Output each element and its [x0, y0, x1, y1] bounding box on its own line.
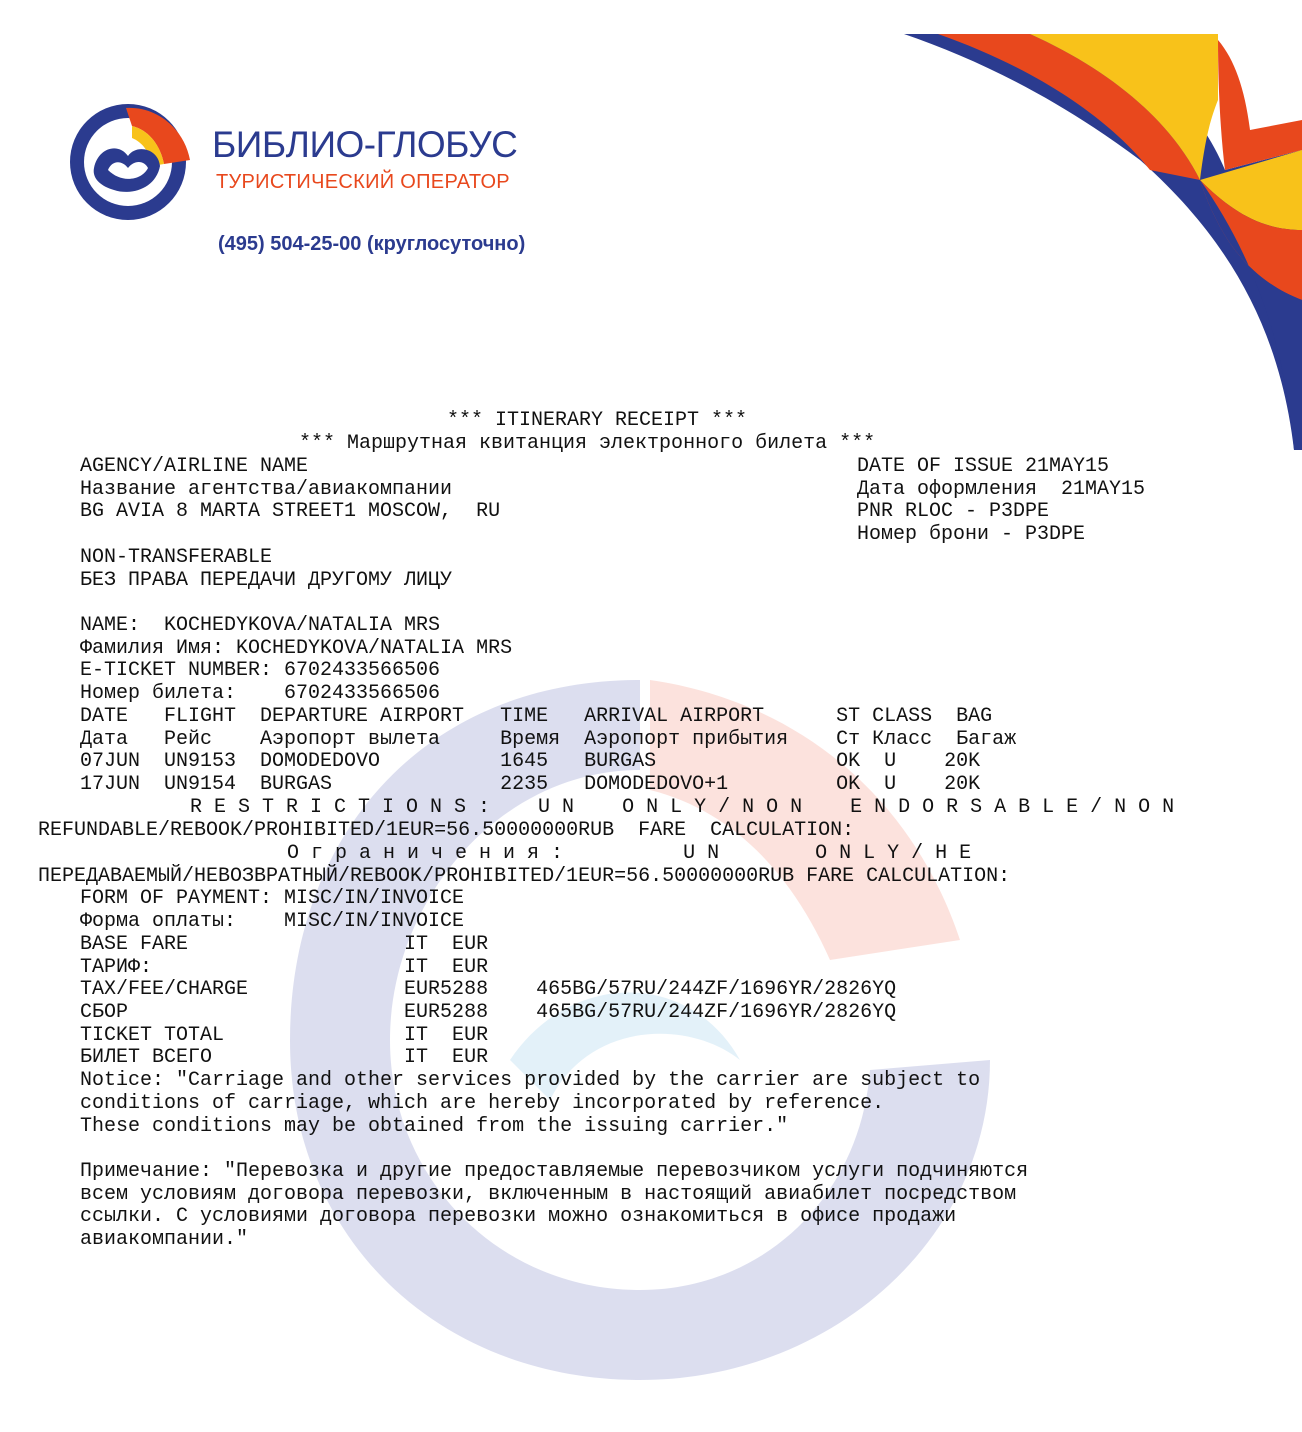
- agency-label-en: AGENCY/AIRLINE NAME: [80, 455, 309, 478]
- corner-decoration-graphic: [900, 0, 1302, 450]
- ticket-number-en: E-TICKET NUMBER: 6702433566506: [80, 659, 441, 682]
- notice-ru-line: Примечание: "Перевозка и другие предоставляемые перевозчиком услуги подчиняются: [80, 1160, 1029, 1183]
- fare-line: БИЛЕТ ВСЕГО IT EUR: [80, 1046, 489, 1069]
- brand-phone: (495) 504-25-00 (круглосуточно): [218, 233, 526, 255]
- receipt-title-en: *** ITINERARY RECEIPT ***: [447, 409, 748, 432]
- restrictions-ru-line2: ПЕРЕДАВАЕМЫЙ/НЕВОЗВРАТНЫЙ/REBOOK/PROHIBITED/1EUR=56.50000000RUB FARE CALCULATION:: [38, 865, 1011, 888]
- fare-line: TAX/FEE/CHARGE EUR5288 465BG/57RU/244ZF/1696YR/2826YQ: [80, 978, 897, 1001]
- fare-line: TICKET TOTAL IT EUR: [80, 1024, 489, 1047]
- passenger-name-en: NAME: KOCHEDYKOVA/NATALIA MRS: [80, 614, 441, 637]
- issue-date-ru: Дата оформления 21MAY15: [857, 478, 1146, 501]
- restrictions-ru-line1: О г р а н и ч е н и я : U N O N L Y / Н Е: [287, 842, 972, 865]
- flight-row: 07JUN UN9153 DOMODEDOVO 1645 BURGAS OK U 20K: [80, 750, 981, 773]
- flights-header-en: DATE FLIGHT DEPARTURE AIRPORT TIME ARRIVAL AIRPORT ST CLASS BAG: [80, 705, 993, 728]
- receipt-title-ru: *** Маршрутная квитанция электронного билета ***: [299, 432, 876, 455]
- payment-ru: Форма оплаты: MISC/IN/INVOICE: [80, 910, 465, 933]
- flight-row: 17JUN UN9154 BURGAS 2235 DOMODEDOVO+1 OK U 20K: [80, 773, 981, 796]
- pnr-ru: Номер брони - P3DPE: [857, 523, 1086, 546]
- notice-en-line: conditions of carriage, which are hereby incorporated by reference.: [80, 1092, 885, 1115]
- ticket-number-ru: Номер билета: 6702433566506: [80, 682, 441, 705]
- fare-line: BASE FARE IT EUR: [80, 933, 489, 956]
- notice-en-line: Notice: "Carriage and other services provided by the carrier are subject to: [80, 1069, 981, 1092]
- notice-ru-line: ссылки. С условиями договора перевозки можно ознакомиться в офисе продажи: [80, 1205, 957, 1228]
- non-transferable-en: NON-TRANSFERABLE: [80, 546, 273, 569]
- notice-ru-line: всем условиям договора перевозки, включенным в настоящий авиабилет посредством: [80, 1183, 1017, 1206]
- restrictions-en-line2: REFUNDABLE/REBOOK/PROHIBITED/1EUR=56.50000000RUB FARE CALCULATION:: [38, 819, 855, 842]
- agency-address: BG AVIA 8 MARTA STREET1 MOSCOW, RU: [80, 500, 501, 523]
- fare-line: ТАРИФ: IT EUR: [80, 956, 489, 979]
- restrictions-en-line1: R E S T R I C T I O N S : U N O N L Y / N O N E N D O R S A B L E / N O N: [190, 796, 1175, 819]
- notice-ru-line: авиакомпании.": [80, 1228, 249, 1251]
- payment-en: FORM OF PAYMENT: MISC/IN/INVOICE: [80, 887, 465, 910]
- passenger-name-ru: Фамилия Имя: KOCHEDYKOVA/NATALIA MRS: [80, 637, 513, 660]
- pnr-en: PNR RLOC - P3DPE: [857, 500, 1050, 523]
- non-transferable-ru: БЕЗ ПРАВА ПЕРЕДАЧИ ДРУГОМУ ЛИЦУ: [80, 569, 453, 592]
- flights-header-ru: Дата Рейс Аэропорт вылета Время Аэропорт прибытия Ст Класс Багаж: [80, 728, 1017, 751]
- notice-en-line: These conditions may be obtained from the issuing carrier.": [80, 1115, 789, 1138]
- brand-name: БИБЛИО-ГЛОБУС: [212, 124, 518, 165]
- biblio-globus-logo-icon: [66, 98, 196, 224]
- fare-line: СБОР EUR5288 465BG/57RU/244ZF/1696YR/2826YQ: [80, 1001, 897, 1024]
- brand-subtitle: ТУРИСТИЧЕСКИЙ ОПЕРАТОР: [216, 171, 510, 193]
- agency-label-ru: Название агентства/авиакомпании: [80, 478, 453, 501]
- issue-date-en: DATE OF ISSUE 21MAY15: [857, 455, 1110, 478]
